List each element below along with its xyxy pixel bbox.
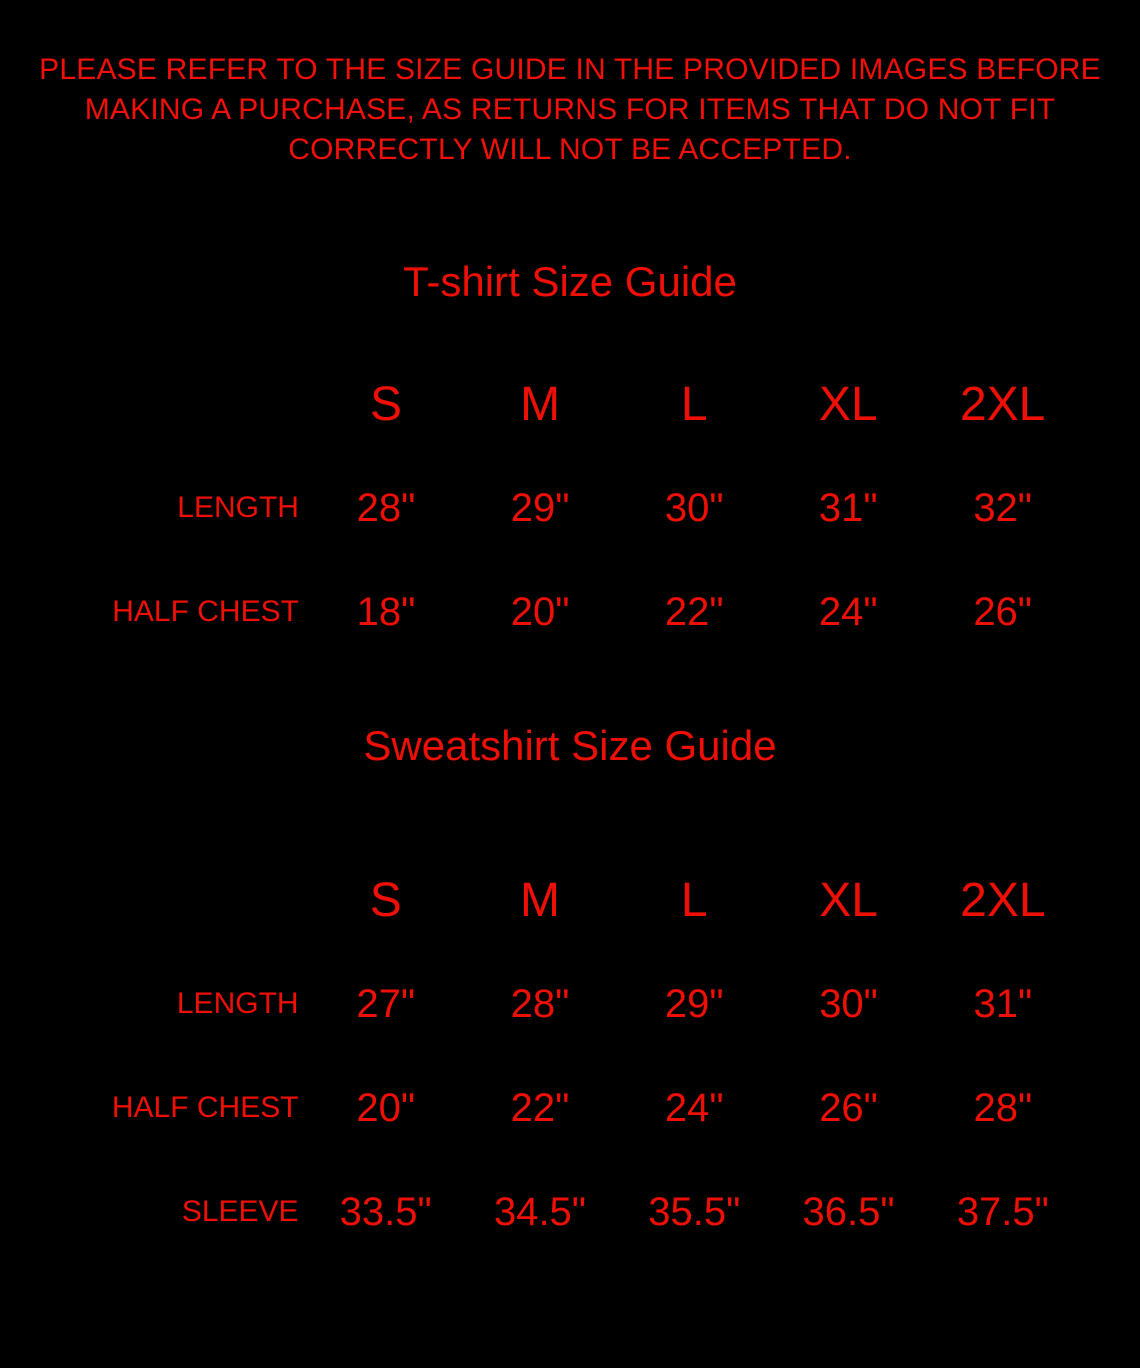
size-header-s: S [369, 377, 402, 431]
cell-half-chest-2xl: 28" [973, 1085, 1033, 1130]
size-header-m: M [519, 873, 560, 927]
row-label-sleeve: SLEEVE [181, 1195, 299, 1228]
cell-length-m: 28" [510, 981, 570, 1026]
cell-half-chest-2xl: 26" [973, 589, 1033, 634]
cell-length-l: 30" [664, 485, 724, 530]
sweatshirt-size-table [60, 848, 1080, 1264]
table-row [60, 560, 1080, 664]
cell-half-chest-xl: 24" [818, 589, 878, 634]
corner-cell [60, 352, 309, 456]
tshirt-section-title: T-shirt Size Guide [403, 258, 737, 305]
size-header-xl: XL [818, 377, 878, 431]
cell-length-2xl: 31" [973, 981, 1033, 1026]
size-header-2xl: 2XL [959, 377, 1046, 431]
table-row-header [60, 352, 1080, 456]
cell-length-s: 27" [356, 981, 416, 1026]
cell-half-chest-xl: 26" [819, 1085, 878, 1130]
cell-length-s: 28" [356, 485, 416, 530]
size-header-xl: XL [819, 873, 878, 927]
sweatshirt-section-title: Sweatshirt Size Guide [363, 722, 777, 769]
table-row [60, 1160, 1080, 1264]
cell-length-xl: 30" [819, 981, 878, 1026]
table-row [60, 1056, 1080, 1160]
cell-length-m: 29" [510, 485, 570, 530]
cell-half-chest-s: 20" [356, 1085, 416, 1130]
cell-half-chest-s: 18" [356, 589, 416, 634]
cell-half-chest-l: 24" [664, 1085, 724, 1130]
cell-sleeve-m: 34.5" [493, 1189, 587, 1234]
row-label-half-chest: HALF CHEST [111, 1091, 299, 1124]
returns-notice: PLEASE REFER TO THE SIZE GUIDE IN THE PROVIDED IMAGES BEFORE MAKING A PURCHASE, AS RETURNS FOR ITEMS THAT DO NOT FIT CORRECTLY WILL NOT BE ACCEPTED. [39, 53, 1101, 166]
row-label-length: LENGTH [176, 987, 299, 1020]
table-row [60, 456, 1080, 560]
cell-length-2xl: 32" [973, 485, 1033, 530]
size-header-l: L [680, 873, 708, 927]
row-label-length: LENGTH [177, 491, 299, 524]
table-row-header [60, 848, 1080, 952]
cell-half-chest-m: 20" [510, 589, 570, 634]
size-header-s: S [369, 873, 402, 927]
cell-length-l: 29" [664, 981, 724, 1026]
row-label-half-chest: HALF CHEST [112, 595, 299, 628]
cell-length-xl: 31" [818, 485, 878, 530]
size-header-2xl: 2XL [960, 873, 1046, 927]
cell-sleeve-s: 33.5" [339, 1189, 432, 1234]
cell-sleeve-2xl: 37.5" [956, 1189, 1049, 1234]
size-header-m: M [520, 377, 561, 431]
cell-half-chest-m: 22" [510, 1085, 570, 1130]
corner-cell [60, 848, 309, 952]
tshirt-size-table [60, 352, 1080, 664]
table-row [60, 952, 1080, 1056]
cell-sleeve-xl: 36.5" [802, 1189, 895, 1234]
cell-half-chest-l: 22" [664, 589, 724, 634]
cell-sleeve-l: 35.5" [648, 1189, 741, 1234]
size-header-l: L [680, 377, 708, 431]
